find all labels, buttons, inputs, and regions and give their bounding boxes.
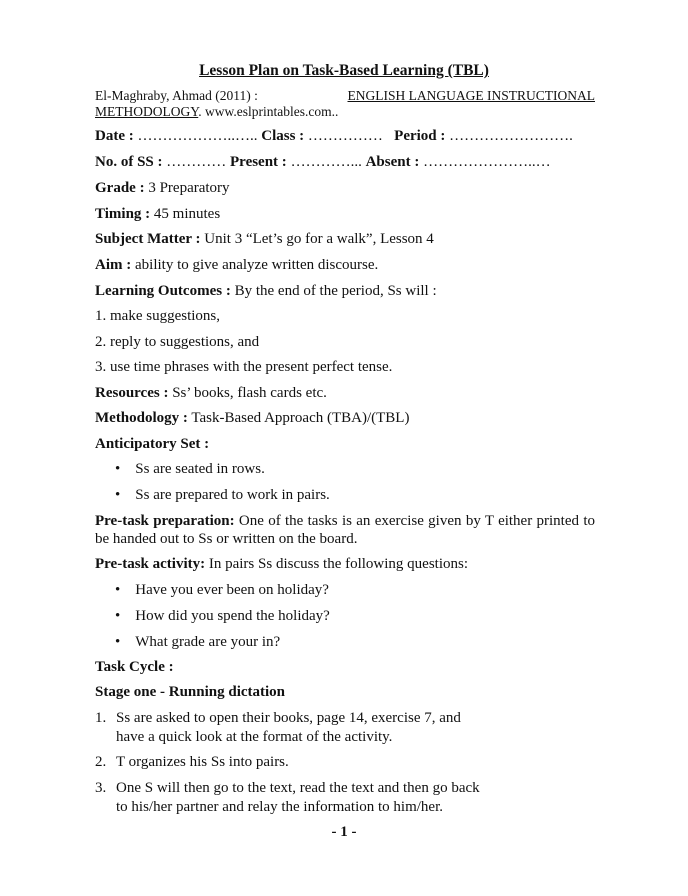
date-label: Date : [95, 128, 134, 144]
subject-line [95, 231, 434, 248]
bullet-text: What grade are your in? [135, 634, 281, 650]
stage-one-heading: Stage one - Running dictation [95, 684, 286, 700]
outcomes-value: By the end of the period, Ss will : [230, 283, 437, 299]
citation-authors: El-Maghraby, Ahmad (2011) : [95, 88, 258, 103]
resources-line [95, 385, 327, 402]
step-text: T organizes his Ss into pairs. [116, 754, 289, 770]
methodology-line [95, 410, 409, 427]
grade-value: 3 Preparatory [144, 180, 230, 196]
bullet-item: • What grade are your in? [115, 634, 281, 650]
step-number: 1. [95, 710, 107, 726]
absent-dots: …………………..… [423, 154, 551, 170]
citation-book-a: ENGLISH LANGUAGE INSTRUCTIONAL [347, 88, 595, 103]
bullet-text: Ss are seated in rows. [135, 461, 265, 477]
resources-label: Resources : [95, 385, 169, 401]
outcome-item: 3. use time phrases with the present perfect tense. [95, 359, 393, 375]
task-cycle-heading: Task Cycle : [95, 659, 174, 675]
resources-value: Ss’ books, flash cards etc. [168, 385, 327, 401]
bullet-text: Have you ever been on holiday? [135, 582, 329, 598]
aim-value: ability to give analyze written discourse. [131, 257, 379, 273]
present-dots: …………... [290, 154, 362, 170]
bullet-text: Ss are prepared to work in pairs. [135, 487, 330, 503]
aim-label: Aim : [95, 257, 132, 273]
bullet-text: How did you spend the holiday? [135, 608, 330, 624]
timing-line [95, 206, 220, 223]
aim-line [95, 257, 378, 274]
step-number: 2. [95, 754, 107, 770]
citation [95, 88, 595, 120]
methodology-label: Methodology : [95, 410, 188, 426]
pretask-activity-value: In pairs Ss discuss the following questions: [205, 556, 469, 572]
period-label: Period : [394, 128, 446, 144]
bullet-item: • Have you ever been on holiday? [115, 582, 329, 598]
period-dots: ……………………. [449, 128, 573, 144]
no-of-ss-dots: ………… [166, 154, 227, 170]
pretask-prep-value: One of the tasks is an exercise given by T either printed to be handed out to Ss or written on the board. [95, 513, 595, 547]
outcome-item: 2. reply to suggestions, and [95, 334, 260, 350]
pretask-activity-label: Pre-task activity: [95, 556, 206, 572]
step-item [95, 709, 461, 747]
page-number: - 1 - [331, 824, 357, 840]
step-text: Ss are asked to open their books, page 14, exercise 7, and [116, 710, 461, 726]
grade-line [95, 180, 230, 197]
anticipatory-label: Anticipatory Set : [95, 436, 210, 452]
timing-value: 45 minutes [150, 206, 221, 222]
grade-label: Grade : [95, 180, 145, 196]
date-line [95, 128, 573, 145]
class-dots: …………… [307, 128, 383, 144]
timing-label: Timing : [95, 206, 151, 222]
pretask-preparation [95, 512, 595, 548]
outcome-item: 1. make suggestions, [95, 308, 220, 324]
step-item [95, 779, 480, 817]
bullet-item: • Ss are prepared to work in pairs. [115, 487, 330, 503]
bullet-item: • How did you spend the holiday? [115, 608, 330, 624]
step-item [95, 753, 289, 772]
no-of-ss-label: No. of SS : [95, 154, 163, 170]
outcomes-line [95, 283, 437, 300]
present-label: Present : [230, 154, 287, 170]
methodology-value: Task-Based Approach (TBA)/(TBL) [187, 410, 410, 426]
ss-line [95, 154, 551, 171]
step-text: One S will then go to the text, read the text and then go back [116, 780, 480, 796]
step-text-cont: to his/her partner and relay the information to him/her. [116, 799, 443, 815]
step-text-cont: have a quick look at the format of the activity. [116, 729, 393, 745]
date-dots: ………………..….. [137, 128, 258, 144]
subject-value: Unit 3 “Let’s go for a walk”, Lesson 4 [200, 231, 434, 247]
subject-label: Subject Matter : [95, 231, 201, 247]
class-label: Class : [261, 128, 305, 144]
step-number: 3. [95, 780, 107, 796]
pretask-activity [95, 556, 468, 573]
outcomes-label: Learning Outcomes : [95, 283, 231, 299]
absent-label: Absent : [365, 154, 420, 170]
pretask-prep-label: Pre-task preparation: [95, 513, 235, 529]
bullet-item: • Ss are seated in rows. [115, 461, 265, 477]
citation-book-b: METHODOLOGY [95, 104, 199, 119]
page-title: Lesson Plan on Task-Based Learning (TBL) [199, 62, 489, 79]
citation-source: . www.eslprintables.com.. [198, 104, 339, 119]
